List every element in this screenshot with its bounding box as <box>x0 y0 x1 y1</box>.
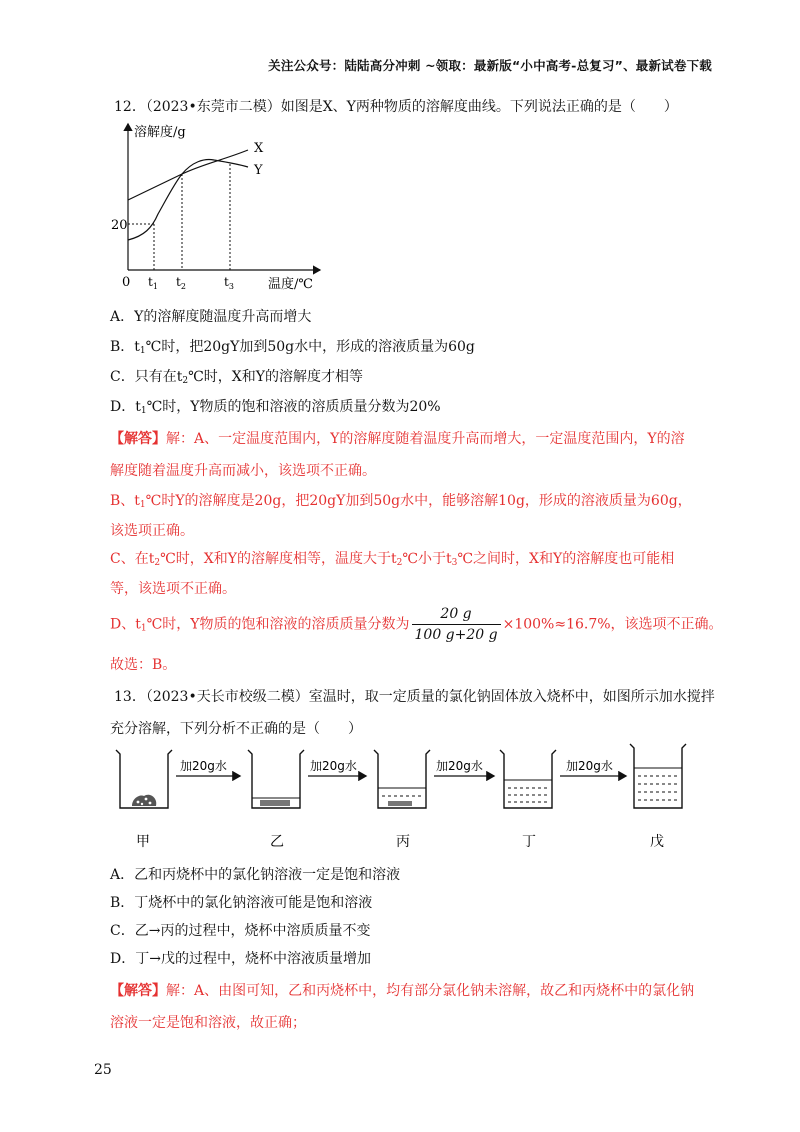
page-number: 25 <box>94 1062 112 1078</box>
dissolving-beakers-diagram <box>110 742 690 854</box>
page-header: 关注公众号：陆陆高分冲刺 ~领取：最新版“小中高考-总复习”、最新试卷下载 <box>268 58 712 73</box>
answer-tag: 【解答】 <box>110 431 166 447</box>
beaker-label-bing: 丙 <box>396 834 410 850</box>
q12-answer-b-line1: B、$t_1℃$时Y的溶解度是20g，把20gY加到50g水中，能够溶解10g，形成的溶液质量为60g， <box>110 493 692 510</box>
arrow-4-label: 加20g水 <box>566 759 613 773</box>
arrow-3-label: 加20g水 <box>436 759 483 773</box>
q12-option-a: A．Y的溶解度随温度升高而增大 <box>110 309 312 325</box>
q13-number: 13． <box>114 689 146 705</box>
origin-label: 0 <box>122 275 131 290</box>
beaker-label-ding: 丁 <box>522 834 536 850</box>
arrow-2-label: 加20g水 <box>310 759 357 773</box>
q13-option-d: D．丁→戊的过程中，烧杯中溶液质量增加 <box>110 951 371 967</box>
q12-conclusion: 故选：B。 <box>110 657 177 673</box>
q12-number: 12． <box>114 99 146 115</box>
q12-stem <box>114 96 678 116</box>
beaker-ding <box>500 750 556 808</box>
answer-tag: 【解答】 <box>110 983 166 999</box>
q13-option-b: B．丁烧杯中的氯化钠溶液可能是饱和溶液 <box>110 895 373 911</box>
solubility-curve-graph <box>108 118 338 298</box>
beaker-label-yi: 乙 <box>270 834 284 850</box>
q12-answer-a-line2: 解度随着温度升高而减小，该选项不正确。 <box>110 463 376 479</box>
q13-answer-line1: 【解答】解：A、由图可知，乙和丙烧杯中，均有部分氯化钠未溶解，故乙和丙烧杯中的氯化钠 <box>110 983 695 999</box>
t1-label: $t_1$ <box>148 275 158 291</box>
q12-answer-a-line1: 【解答】解：A、一定温度范围内，Y的溶解度随着温度升高而增大，一定温度范围内，Y的溶 <box>110 431 685 447</box>
q12-option-b: B．$t_1℃$时，把20gY加到50g水中，形成的溶液质量为60g <box>110 339 475 356</box>
beaker-jia <box>116 750 172 808</box>
beaker-label-jia: 甲 <box>136 834 150 850</box>
q12-answer-c-line1: C、在$t_2℃$时，X和Y的溶解度相等，温度大于$t_2℃$小于$t_3℃$之间时，X和Y的溶解度也可能相 <box>110 551 675 568</box>
q12-stem-text: 如图是X、Y两种物质的溶解度曲线。下列说法正确的是（ ） <box>280 99 678 115</box>
arrow-1-label: 加20g水 <box>180 759 227 773</box>
q12-answer-d: D、$t_1℃$时，Y物质的饱和溶液的溶质质量分数为 $\frac{20 g}{100 g+20 g}$ ×100%≈16.7%，该选项不正确。 <box>110 606 723 643</box>
y-tick-20: 20 <box>111 218 128 233</box>
t2-label: $t_2$ <box>176 275 186 291</box>
t3-label: $t_3$ <box>224 275 234 291</box>
q13-stem-line2: 充分溶解，下列分析不正确的是（ ） <box>110 721 362 737</box>
q13-answer-line2: 溶液一定是饱和溶液，故正确； <box>110 1015 306 1031</box>
q13-option-c: C．乙→丙的过程中，烧杯中溶质质量不变 <box>110 923 371 939</box>
beaker-wu <box>630 744 686 808</box>
y-axis-label: 溶解度/g <box>134 125 186 140</box>
fraction: $\frac{20 g}{100 g+20 g}$ <box>412 606 501 643</box>
q13-source: （2023•天长市校级二模） <box>145 689 309 705</box>
q12-option-d: D．$t_1℃$时，Y物质的饱和溶液的溶质质量分数为20% <box>110 399 441 416</box>
q12-answer-c-line2: 等，该选项不正确。 <box>110 581 236 597</box>
beaker-label-wu: 戊 <box>650 834 664 850</box>
q12-source: （2023•东莞市二模） <box>145 99 281 115</box>
q12-answer-b-line2: 该选项正确。 <box>110 523 194 539</box>
beaker-yi <box>248 750 304 808</box>
x-axis-label: 温度/℃ <box>268 277 313 292</box>
beaker-bing <box>374 750 430 808</box>
q13-option-a: A．乙和丙烧杯中的氯化钠溶液一定是饱和溶液 <box>110 867 401 883</box>
q12-option-c: C．只有在$t_2℃$时，X和Y的溶解度才相等 <box>110 369 363 386</box>
curve-y-label: Y <box>254 163 263 178</box>
curve-x-label: X <box>254 141 264 156</box>
q13-stem-line1: 13．（2023•天长市校级二模）室温时，取一定质量的氯化钠固体放入烧杯中，如图所示加水搅拌 <box>114 689 715 705</box>
